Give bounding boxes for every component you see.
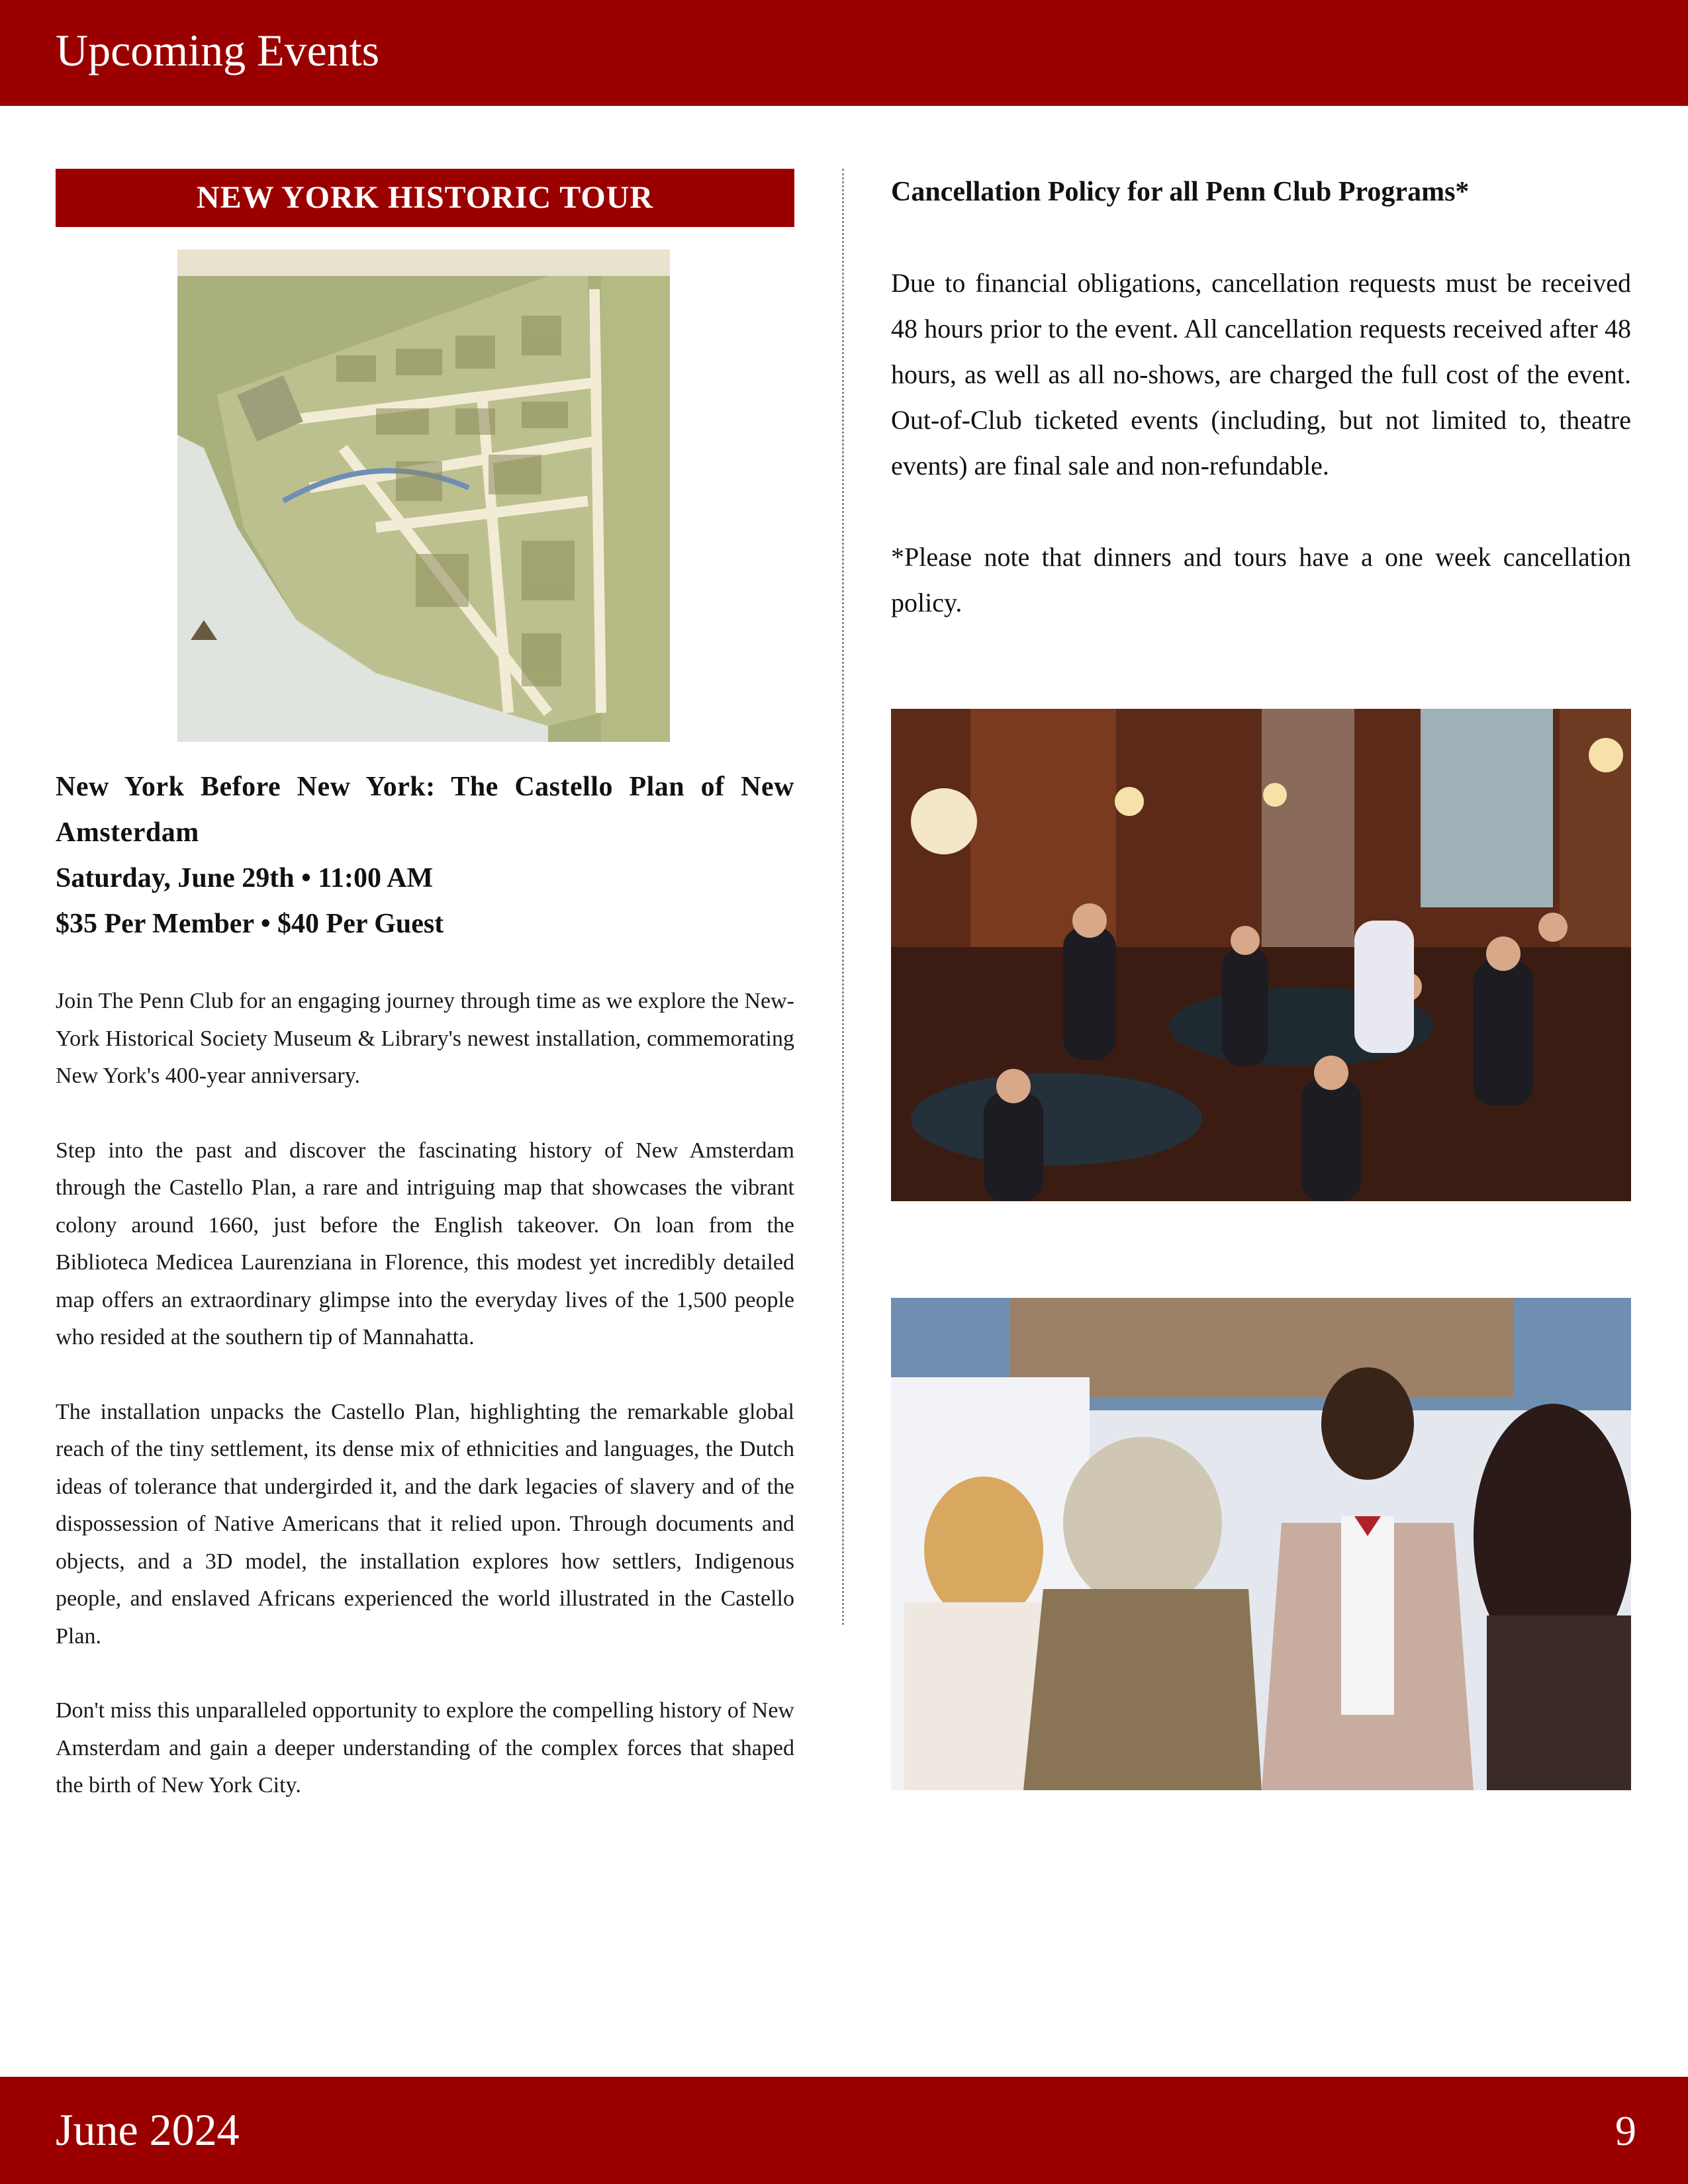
tour-banner: NEW YORK HISTORIC TOUR — [56, 169, 794, 227]
event-datetime: Saturday, June 29th • 11:00 AM — [56, 863, 434, 893]
header-band — [0, 0, 1688, 106]
description-paragraph: Join The Penn Club for an engaging journey through time as we explore the New-York Historical Society Museum & Library's newest installation, commemorating New York's 400-year anniversary. — [56, 989, 794, 1088]
policy-note: *Please note that dinners and tours have a one week cancellation policy. — [891, 542, 1631, 617]
policy-body: Due to financial obligations, cancellation requests must be received 48 hours prior to the event. All cancellation requests received after 48 hours, as well as all no-shows, are charged the full cost of the event. Out-of-Club ticketed events (including, but not limited to, theatre events) are final sale and non-refundable. — [891, 268, 1631, 480]
footer-band — [0, 2077, 1688, 2184]
event-name: New York Before New York: The Castello Plan of New Amsterdam — [56, 772, 794, 848]
description-paragraph: The installation unpacks the Castello Plan, highlighting the remarkable global reach of the tiny settlement, its dense mix of ethnicities and languages, the Dutch ideas of tolerance that undergirded it, and the dark legacies of slavery and of the dispossession of Native Americans that it relied upon. Through documents and objects, and a 3D model, the installation explores how settlers, Indigenous people, and enslaved Africans experienced the world illustrated in the Castello Plan. — [56, 1399, 794, 1649]
castello-plan-map-image — [177, 250, 670, 742]
page-number: 9 — [1615, 2107, 1636, 2154]
description-paragraph: Step into the past and discover the fascinating history of New Amsterdam through the Castello Plan, a rare and intriguing map that showcases the vibrant colony around 1660, just before the English takeover. On loan from the Biblioteca Medicea Laurenziana in Florence, this modest yet incredibly detailed map offers an extraordinary glimpse into the everyday lives of the 1,500 people who resided at the southern tip of Mannahatta. — [56, 1138, 794, 1349]
page-title: Upcoming Events — [56, 25, 380, 75]
description-paragraph: Don't miss this unparalleled opportunity to explore the compelling history of New Amsterdam and gain a deeper understanding of the complex forces that shaped the birth of New York City. — [56, 1698, 794, 1797]
column-divider — [842, 169, 844, 1625]
policy-column — [891, 169, 1631, 625]
reception-event-photo — [891, 1298, 1631, 1790]
tour-column — [56, 169, 794, 1797]
dinner-event-photo — [891, 709, 1631, 1201]
event-header — [56, 764, 794, 947]
policy-title: Cancellation Policy for all Penn Club Programs* — [891, 177, 1470, 207]
footer-date: June 2024 — [56, 2105, 240, 2155]
event-description — [56, 983, 794, 1842]
event-price: $35 Per Member • $40 Per Guest — [56, 909, 444, 939]
